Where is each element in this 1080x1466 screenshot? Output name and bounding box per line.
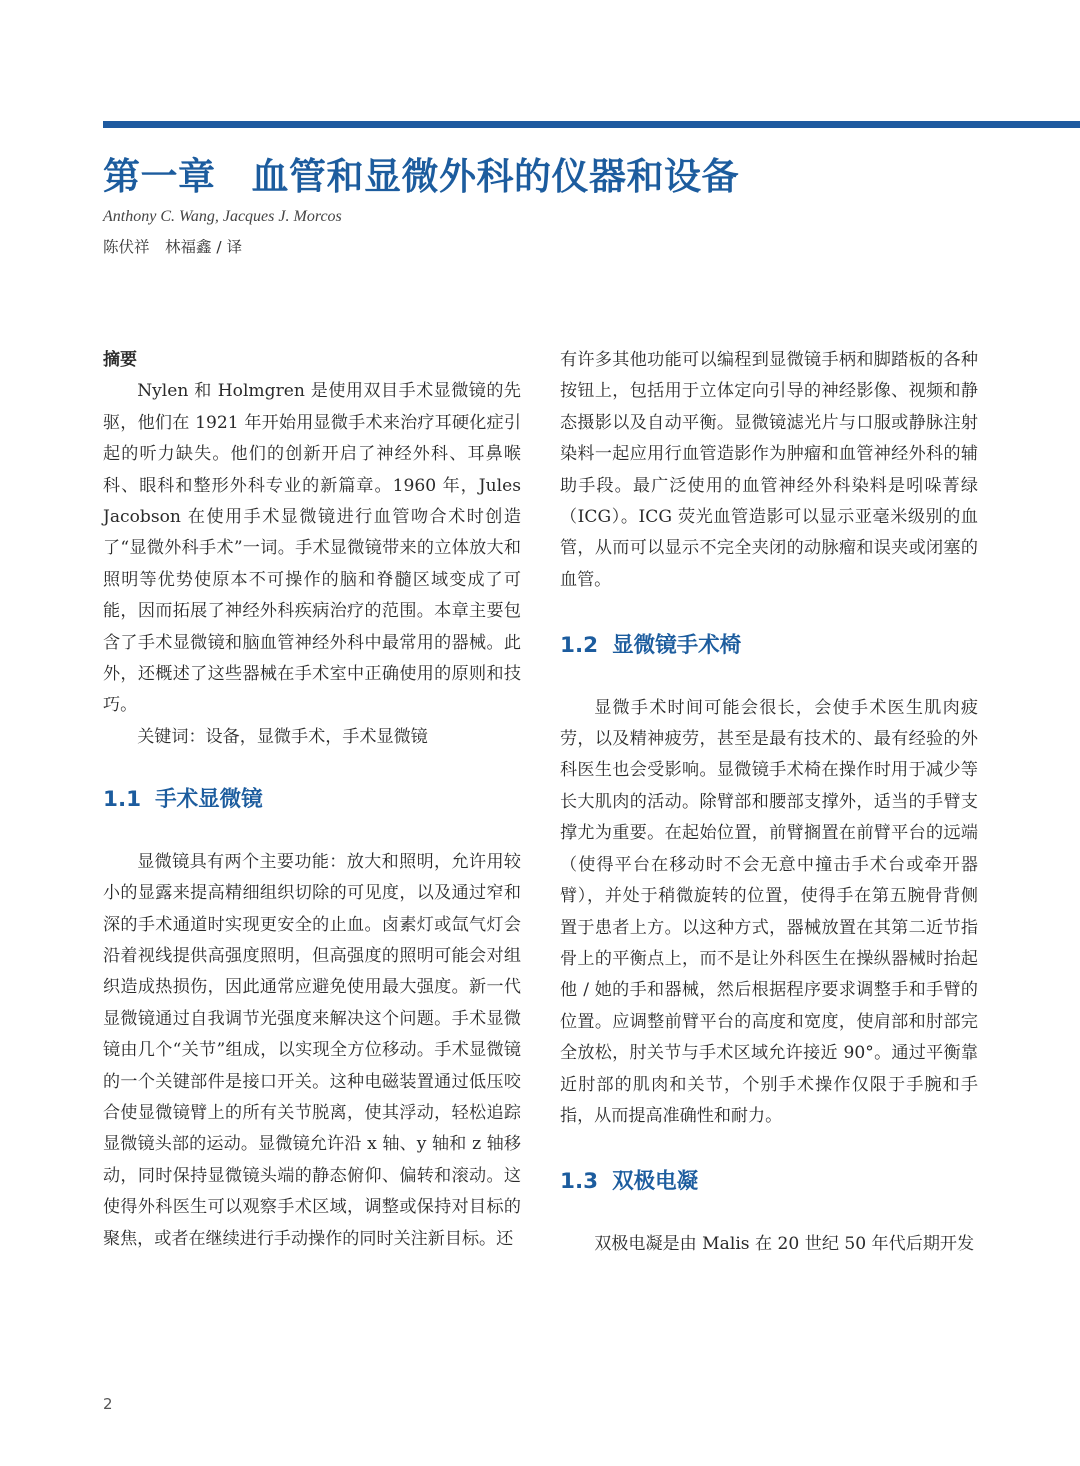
section-number: 1.2 — [560, 633, 599, 659]
keywords: 关键词：设备，显微手术，手术显微镜 — [137, 726, 428, 747]
abstract-heading: 摘要 — [103, 350, 137, 370]
chapter-title-text: 血管和显微外科的仪器和设备 — [251, 155, 739, 198]
header-rule — [103, 121, 1080, 128]
left-column — [103, 345, 521, 1255]
section-title: 双极电凝 — [612, 1169, 699, 1195]
section-1-3-paragraph: 双极电凝是由 Malis 在 20 世纪 50 年代后期开发 — [594, 1233, 975, 1254]
chapter-title — [103, 152, 739, 202]
authors: Anthony C. Wang, Jacques J. Morcos — [103, 208, 342, 225]
section-heading-1-1 — [103, 784, 521, 815]
abstract-paragraph: Nylen 和 Holmgren 是使用双目手术显微镜的先驱，他们在 1921 年开始用显微手术来治疗耳硬化症引起的听力缺失。他们的创新开启了神经外科、耳鼻喉科、眼科和整形外科专业的新篇章。1960 年，Jules Jacobson 在使用手术显微镜进行血管吻合术时创造了“显微外科手术”一词。手术显微镜带来的立体放大和照明等优势使原本不可操作的脑和脊髓区域变成了可能，因而拓展了神经外科疾病治疗的范围。本章主要包含了手术显微镜和脑血管神经外科中最常用的器械。此外，还概述了这些器械在手术室中正确使用的原则和技巧。 — [103, 381, 521, 716]
section-number: 1.1 — [103, 787, 142, 813]
translators: 陈伏祥 林福鑫 / 译 — [103, 238, 243, 256]
section-title: 手术显微镜 — [155, 787, 263, 813]
section-heading-1-2 — [560, 630, 978, 661]
right-column — [560, 345, 978, 1260]
section-title: 显微镜手术椅 — [612, 633, 742, 659]
section-number: 1.3 — [560, 1169, 599, 1195]
section-1-2-paragraph: 显微手术时间可能会很长，会使手术医生肌肉疲劳，以及精神疲劳，甚至是最有技术的、最有经验的外科医生也会受影响。显微镜手术椅在操作时用于减少等长大肌肉的活动。除臂部和腰部支撑外，适当的手臂支撑尤为重要。在起始位置，前臂搁置在前臂平台的远端（使得平台在移动时不会无意中撞击手术台或牵开器臂），并处于稍微旋转的位置，使得手在第五腕骨背侧置于患者上方。以这种方式，器械放置在其第二近节指骨上的平衡点上，而不是让外科医生在操纵器械时抬起他 / 她的手和器械，然后根据程序要求调整手和手臂的位置。应调整前臂平台的高度和宽度，使肩部和肘部完全放松，肘关节与手术区域允许接近 90°。通过平衡靠近肘部的肌肉和关节，个别手术操作仅限于手腕和手指，从而提高准确性和耐力。 — [560, 697, 978, 1126]
section-heading-1-3 — [560, 1166, 978, 1197]
page-number: 2 — [103, 1395, 113, 1413]
section-1-1-paragraph: 显微镜具有两个主要功能：放大和照明，允许用较小的显露来提高精细组织切除的可见度，以及通过窄和深的手术通道时实现更安全的止血。卤素灯或氙气灯会沿着视线提供高强度照明，但高强度的照明可能会对组织造成热损伤，因此通常应避免使用最大强度。新一代显微镜通过自我调节光强度来解决这个问题。手术显微镜由几个“关节”组成，以实现全方位移动。手术显微镜的一个关键部件是接口开关。这种电磁装置通过低压咬合使显微镜臂上的所有关节脱离，使其浮动，轻松追踪显微镜头部的运动。显微镜允许沿 x 轴、y 轴和 z 轴移动，同时保持显微镜头端的静态俯仰、偏转和滚动。这使得外科医生可以观察手术区域，调整或保持对目标的聚焦，或者在继续进行手动操作的同时关注新目标。还 — [103, 851, 521, 1249]
chapter-number: 第一章 — [103, 155, 216, 198]
continued-paragraph: 有许多其他功能可以编程到显微镜手柄和脚踏板的各种按钮上，包括用于立体定向引导的神经影像、视频和静态摄影以及自动平衡。显微镜滤光片与口服或静脉注射染料一起应用行血管造影作为肿瘤和血管神经外科的辅助手段。最广泛使用的血管神经外科染料是吲哚菁绿（ICG）。ICG 荧光血管造影可以显示亚毫米级别的血管，从而可以显示不完全夹闭的动脉瘤和误夹或闭塞的血管。 — [560, 350, 978, 590]
